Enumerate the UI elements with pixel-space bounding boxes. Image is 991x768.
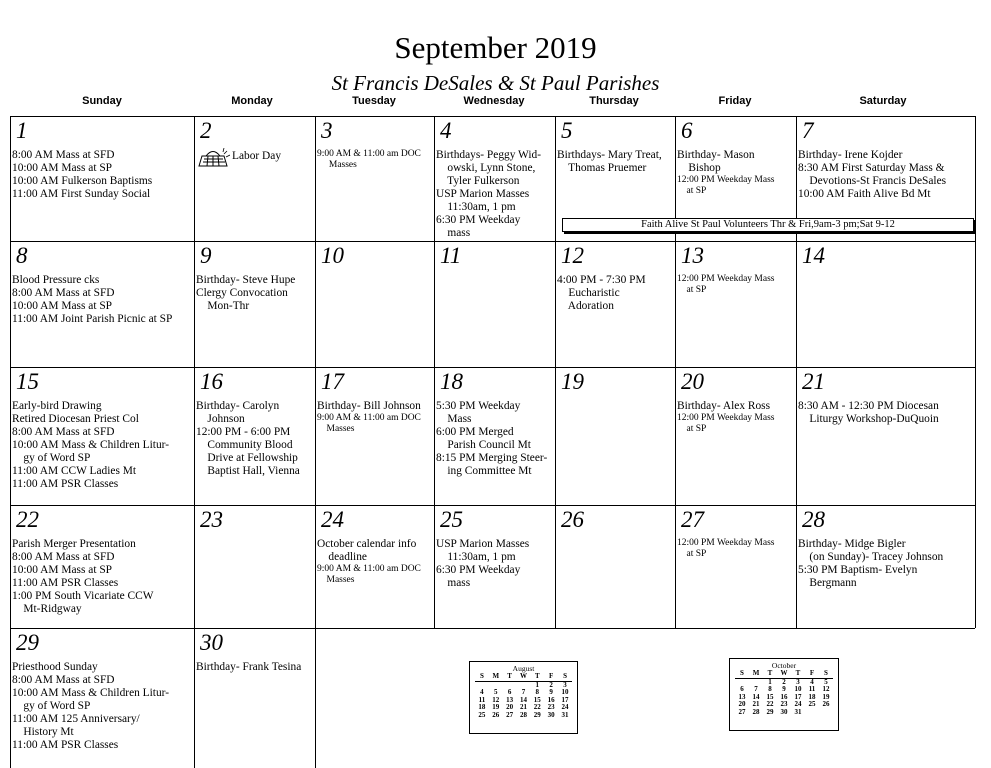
day-number: 18 <box>440 369 463 394</box>
weekday-friday: Friday <box>718 95 752 107</box>
day-events <box>677 538 795 560</box>
event-line: Bergmann <box>798 577 857 589</box>
day-events <box>232 150 314 163</box>
event-line: 10:00 AM Mass at SP <box>12 564 113 576</box>
day-number: 13 <box>681 243 704 268</box>
event-line: 6:00 PM Merged <box>436 426 514 438</box>
event-line: October calendar info <box>317 538 417 550</box>
day-events <box>436 538 554 590</box>
day-number: 14 <box>802 243 825 268</box>
event-line: Parish Merger Presentation <box>12 538 136 550</box>
event-line: Drive at Fellowship <box>196 452 298 464</box>
event-line: Liturgy Workshop-DuQuoin <box>798 413 939 425</box>
event-line: owski, Lynn Stone, <box>436 162 536 174</box>
grid-row-line <box>10 116 975 117</box>
mini-calendar-date: 21 <box>752 700 760 708</box>
mini-calendar-weekday: T <box>503 673 517 681</box>
day-events <box>196 661 314 674</box>
mini-calendar-date: 5 <box>494 688 498 696</box>
mini-calendar-date: 23 <box>547 703 555 711</box>
day-events <box>196 274 314 313</box>
event-line: Masses <box>317 424 355 434</box>
day-number: 9 <box>200 243 212 268</box>
mini-calendar-date: 25 <box>808 700 816 708</box>
mini-calendar-date: 6 <box>507 688 512 696</box>
event-line: 8:00 AM Mass at SFD <box>12 287 115 299</box>
mini-calendar-date: 25 <box>478 710 486 719</box>
event-line: at SP <box>677 186 707 196</box>
day-cell-26 <box>557 507 674 627</box>
event-line: 11:00 AM 125 Anniversary/ <box>12 713 140 725</box>
mini-calendar-title: October <box>771 661 797 670</box>
day-events <box>317 149 433 171</box>
event-line: 10:00 AM Mass & Children Litur- <box>12 687 170 699</box>
day-cell-14 <box>798 243 974 366</box>
grid-row-line <box>10 367 975 368</box>
mini-calendar-date: 16 <box>780 692 788 701</box>
event-line: 10:00 AM Faith Alive Bd Mt <box>798 188 931 200</box>
day-cell-12 <box>557 243 674 366</box>
day-events <box>677 149 795 197</box>
mini-calendar-date: 17 <box>561 695 569 704</box>
day-number: 15 <box>16 369 39 394</box>
mini-calendar-date <box>805 709 819 717</box>
mini-calendar-date: 8 <box>535 688 540 696</box>
mini-calendar-weekday: M <box>489 673 503 681</box>
mini-calendar-date: 29 <box>766 707 774 716</box>
mini-calendar-table <box>735 670 833 716</box>
mini-calendar-date: 20 <box>738 700 746 708</box>
event-line: Blood Pressure cks <box>12 274 100 286</box>
mini-calendar-weekday: W <box>517 673 531 681</box>
event-line: Masses <box>317 160 357 170</box>
mini-calendar-weekday: F <box>544 673 558 681</box>
mini-calendar-date: 31 <box>561 710 569 719</box>
day-cell-15 <box>12 369 193 504</box>
event-line: 11:30am, 1 pm <box>436 201 516 213</box>
day-cell-10 <box>317 243 433 366</box>
mini-calendar-date: 10 <box>794 685 802 693</box>
event-line: Birthday- Steve Hupe <box>196 274 296 286</box>
event-line: Birthday- Mason <box>677 149 755 161</box>
mini-calendar-date: 15 <box>533 695 541 704</box>
grid-row-line <box>10 628 315 629</box>
day-number: 25 <box>440 507 463 532</box>
grid-col-line <box>315 116 316 768</box>
day-events <box>557 274 674 313</box>
day-cell-22 <box>12 507 193 627</box>
day-number: 19 <box>561 369 584 394</box>
event-line: (on Sunday)- Tracey Johnson <box>798 551 944 563</box>
day-events <box>12 274 193 326</box>
day-cell-21 <box>798 369 974 504</box>
event-line: Birthdays- Mary Treat, <box>557 149 662 161</box>
mini-calendar-august <box>469 661 578 734</box>
event-line: 12:00 PM Weekday Mass <box>677 413 775 423</box>
mini-calendar-date: 23 <box>780 700 788 708</box>
event-line: deadline <box>317 551 367 563</box>
mini-calendar-weekday: T <box>791 670 805 678</box>
event-line: USP Marion Masses <box>436 538 530 550</box>
mini-calendar-date: 11 <box>478 695 486 704</box>
day-cell-30 <box>196 630 314 767</box>
event-line: Mass <box>436 413 472 425</box>
day-events <box>798 149 974 201</box>
event-line: Bishop <box>677 162 721 174</box>
day-number: 28 <box>802 507 825 532</box>
mini-calendar-date: 22 <box>766 700 774 708</box>
event-line: 11:00 AM PSR Classes <box>12 577 119 589</box>
day-number: 1 <box>16 118 28 143</box>
event-line: Birthday- Irene Kojder <box>798 149 903 161</box>
day-events <box>677 274 795 296</box>
mini-calendar-date: 4 <box>480 688 484 696</box>
event-line: Priesthood Sunday <box>12 661 98 673</box>
mini-calendar-date: 21 <box>519 703 527 711</box>
day-events <box>317 538 433 586</box>
event-line: 10:00 AM Mass at SP <box>12 300 113 312</box>
event-line: at SP <box>677 424 707 434</box>
mini-calendar-date: 22 <box>533 703 541 711</box>
event-line: Early-bird Drawing <box>12 400 102 412</box>
event-line: mass <box>436 577 471 589</box>
day-cell-11 <box>436 243 554 366</box>
day-events <box>12 538 193 616</box>
event-line: History Mt <box>12 726 74 738</box>
mini-calendar-date: 31 <box>794 707 802 716</box>
day-cell-28 <box>798 507 974 627</box>
event-line: gy of Word SP <box>12 700 91 712</box>
mini-calendar-date: 17 <box>794 692 802 701</box>
event-line: 10:00 AM Fulkerson Baptisms <box>12 175 153 187</box>
mini-calendar-date: 20 <box>506 703 514 711</box>
event-line: gy of Word SP <box>12 452 91 464</box>
day-number: 22 <box>16 507 39 532</box>
day-events <box>436 400 554 478</box>
mini-calendar-date: 12 <box>822 685 830 693</box>
event-line: Eucharistic <box>557 287 620 299</box>
mini-calendar-date: 10 <box>561 688 569 696</box>
event-line: 8:30 AM - 12:30 PM Diocesan <box>798 400 939 412</box>
event-line: 10:00 AM Mass & Children Litur- <box>12 439 170 451</box>
mini-calendar-weekday: S <box>819 670 833 678</box>
event-line: 8:00 AM Mass at SFD <box>12 674 115 686</box>
event-line: Mon-Thr <box>196 300 250 312</box>
mini-calendar-date: 7 <box>521 688 526 696</box>
calendar-title: September 2019 <box>394 30 597 65</box>
mini-calendar-date: 26 <box>492 710 500 719</box>
day-cell-1 <box>12 118 193 240</box>
calendar-subtitle: St Francis DeSales & St Paul Parishes <box>331 71 660 95</box>
mini-calendar-date: 9 <box>782 685 786 693</box>
event-line: 12:00 PM Weekday Mass <box>677 175 775 185</box>
event-line: 6:30 PM Weekday <box>436 564 521 576</box>
mini-calendar-date: 5 <box>824 677 828 686</box>
grid-row-line <box>10 505 975 506</box>
event-line: 11:00 AM PSR Classes <box>12 739 119 751</box>
mini-calendar-weekday: W <box>777 670 791 678</box>
mini-calendar-date: 4 <box>810 677 814 686</box>
day-cell-4 <box>436 118 554 240</box>
mini-calendar-date: 16 <box>547 695 555 704</box>
grid-col-line <box>434 116 435 628</box>
day-cell-2 <box>196 118 314 240</box>
weekday-sunday: Sunday <box>82 95 122 107</box>
event-line: Parish Council Mt <box>436 439 531 451</box>
event-line: Johnson <box>196 413 245 425</box>
mini-calendar-october <box>729 658 839 731</box>
event-line: 4:00 PM - 7:30 PM <box>557 274 646 286</box>
event-line: 11:00 AM First Sunday Social <box>12 188 151 200</box>
day-number: 24 <box>321 507 344 532</box>
day-events <box>798 400 974 426</box>
day-number: 4 <box>440 118 452 143</box>
event-line: 5:30 PM Baptism- Evelyn <box>798 564 918 576</box>
mini-calendar-date: 18 <box>478 703 486 711</box>
day-events <box>436 149 554 240</box>
grid-col-line <box>555 116 556 628</box>
event-line: Birthday- Alex Ross <box>677 400 771 412</box>
event-line: 6:30 PM Weekday <box>436 214 521 226</box>
event-line: Birthday- Midge Bigler <box>798 538 906 550</box>
day-events <box>12 149 193 201</box>
event-line: 12:00 PM Weekday Mass <box>677 538 775 548</box>
mini-calendar-date: 12 <box>492 695 500 704</box>
day-number: 23 <box>200 507 223 532</box>
event-line: 12:00 PM - 6:00 PM <box>196 426 291 438</box>
event-line: Masses <box>317 575 355 585</box>
day-events <box>317 400 433 435</box>
weekday-monday: Monday <box>231 95 273 107</box>
mini-calendar-weekday: S <box>735 670 749 678</box>
mini-calendar-date: 24 <box>794 700 802 708</box>
weekday-saturday: Saturday <box>859 95 907 107</box>
day-number: 21 <box>802 369 825 394</box>
day-number: 17 <box>321 369 344 394</box>
day-number: 16 <box>200 369 223 394</box>
grid-row-line <box>10 241 975 242</box>
event-line: 9:00 AM & 11:00 am DOC <box>317 413 421 423</box>
event-line: 11:30am, 1 pm <box>436 551 516 563</box>
day-events <box>798 538 974 590</box>
event-line: Devotions-St Francis DeSales <box>798 175 947 187</box>
day-number: 3 <box>321 118 333 143</box>
mini-calendar-date: 1 <box>535 680 540 689</box>
event-line: 8:00 AM Mass at SFD <box>12 426 115 438</box>
day-events <box>557 149 674 175</box>
weekday-wednesday: Wednesday <box>463 95 525 107</box>
event-line: Community Blood <box>196 439 293 451</box>
mini-calendar-date: 18 <box>808 692 816 701</box>
event-line: 9:00 AM & 11:00 am DOC <box>317 149 421 159</box>
event-line: ing Committee Mt <box>436 465 532 477</box>
day-cell-27 <box>677 507 795 627</box>
event-line: Baptist Hall, Vienna <box>196 465 300 477</box>
event-line: 9:00 AM & 11:00 am DOC <box>317 564 421 574</box>
day-number: 8 <box>16 243 28 268</box>
event-line: Birthday- Bill Johnson <box>317 400 421 412</box>
event-line: Labor Day <box>232 150 282 162</box>
event-line: Adoration <box>557 300 614 312</box>
mini-calendar-date: 14 <box>752 692 760 701</box>
day-cell-8 <box>12 243 193 366</box>
day-cell-20 <box>677 369 795 504</box>
mini-calendar-date: 14 <box>519 695 527 704</box>
event-line: 11:00 AM CCW Ladies Mt <box>12 465 137 477</box>
weekday-thursday: Thursday <box>589 95 639 107</box>
day-events <box>677 400 795 435</box>
event-line: 8:30 AM First Saturday Mass & <box>798 162 945 174</box>
mini-calendar-date: 24 <box>561 703 569 711</box>
day-number: 26 <box>561 507 584 532</box>
day-cell-3 <box>317 118 433 240</box>
event-line: Birthday- Carolyn <box>196 400 280 412</box>
day-cell-25 <box>436 507 554 627</box>
grid-col-line <box>975 116 976 628</box>
mini-calendar-date: 3 <box>796 677 800 686</box>
event-line: Mt-Ridgway <box>12 603 82 615</box>
mini-calendar-date: 1 <box>768 677 772 686</box>
weekday-tuesday: Tuesday <box>352 95 396 107</box>
mini-calendar-date: 15 <box>766 692 774 701</box>
day-number: 27 <box>681 507 704 532</box>
mini-calendar-date: 27 <box>738 707 746 716</box>
mini-calendar-date: 19 <box>822 692 830 701</box>
grid-col-line <box>10 116 11 768</box>
event-line: 1:00 PM South Vicariate CCW <box>12 590 154 602</box>
mini-calendar-date: 13 <box>506 695 514 704</box>
mini-calendar-date: 2 <box>549 680 553 689</box>
day-cell-13 <box>677 243 795 366</box>
day-cell-18 <box>436 369 554 504</box>
mini-calendar-date: 28 <box>752 707 760 716</box>
day-number: 11 <box>440 243 462 268</box>
mini-calendar-weekday: T <box>763 670 777 678</box>
mini-calendar-date: 2 <box>782 677 786 686</box>
event-line: 8:15 PM Merging Steer- <box>436 452 548 464</box>
event-line: 10:00 AM Mass at SP <box>12 162 113 174</box>
event-line: Birthdays- Peggy Wid- <box>436 149 542 161</box>
day-number: 7 <box>802 118 814 143</box>
day-number: 29 <box>16 630 39 655</box>
day-cell-23 <box>196 507 314 627</box>
event-line: USP Marion Masses <box>436 188 530 200</box>
mini-calendar-date: 29 <box>533 710 541 719</box>
day-number: 2 <box>200 118 212 143</box>
mini-calendar-date: 19 <box>492 703 500 711</box>
event-line: 11:00 AM PSR Classes <box>12 478 119 490</box>
day-events <box>196 400 314 478</box>
event-line: 8:00 AM Mass at SFD <box>12 149 115 161</box>
event-line: 11:00 AM Joint Parish Picnic at SP <box>12 313 173 325</box>
mini-calendar-date: 7 <box>754 685 758 693</box>
event-line: Tyler Fulkerson <box>436 175 520 187</box>
mini-calendar-date: 28 <box>519 710 527 719</box>
mini-calendar-weekday: T <box>530 673 544 681</box>
mini-calendar-date: 30 <box>547 710 555 719</box>
mini-calendar-date: 6 <box>740 685 744 693</box>
event-line: Birthday- Frank Tesina <box>196 661 302 673</box>
mini-calendar-date <box>819 709 833 717</box>
mini-calendar-date: 30 <box>780 707 788 716</box>
day-number: 20 <box>681 369 704 394</box>
event-line: at SP <box>677 549 707 559</box>
day-number: 10 <box>321 243 344 268</box>
day-cell-24 <box>317 507 433 627</box>
day-cell-16 <box>196 369 314 504</box>
day-number: 30 <box>200 630 223 655</box>
mini-calendar-table <box>475 673 572 719</box>
event-line: 12:00 PM Weekday Mass <box>677 274 775 284</box>
grid-col-line <box>194 116 195 768</box>
mini-calendar-date: 9 <box>549 688 553 696</box>
event-line: mass <box>436 227 471 239</box>
mini-calendar-title: August <box>512 664 535 673</box>
event-line: 8:00 AM Mass at SFD <box>12 551 115 563</box>
grid-col-line <box>675 116 676 628</box>
picnic-basket-icon <box>196 148 230 168</box>
mini-calendar-date: 13 <box>738 692 746 701</box>
day-events <box>12 400 193 491</box>
mini-calendar-date: 26 <box>822 700 830 708</box>
grid-col-line <box>796 116 797 628</box>
day-cell-29 <box>12 630 193 767</box>
mini-calendar-weekday: F <box>805 670 819 678</box>
day-number: 12 <box>561 243 584 268</box>
event-line: Retired Diocesan Priest Col <box>12 413 139 425</box>
day-number: 5 <box>561 118 573 143</box>
mini-calendar-weekday: S <box>558 673 572 681</box>
day-cell-19 <box>557 369 674 504</box>
mini-calendar-weekday: M <box>749 670 763 678</box>
day-cell-17 <box>317 369 433 504</box>
mini-calendar-date: 11 <box>808 685 816 693</box>
mini-calendar-date: 27 <box>506 710 514 719</box>
day-cell-9 <box>196 243 314 366</box>
event-line: 5:30 PM Weekday <box>436 400 521 412</box>
mini-calendar-date: 3 <box>563 680 567 689</box>
event-line: at SP <box>677 285 707 295</box>
event-line: Thomas Pruemer <box>557 162 647 174</box>
day-events <box>12 661 193 752</box>
faith-alive-banner: Faith Alive St Paul Volunteers Thr & Fri,9am-3 pm;Sat 9-12 <box>562 218 974 232</box>
event-line: Clergy Convocation <box>196 287 288 299</box>
day-number: 6 <box>681 118 693 143</box>
mini-calendar-date: 8 <box>768 685 772 693</box>
mini-calendar-weekday: S <box>475 673 489 681</box>
